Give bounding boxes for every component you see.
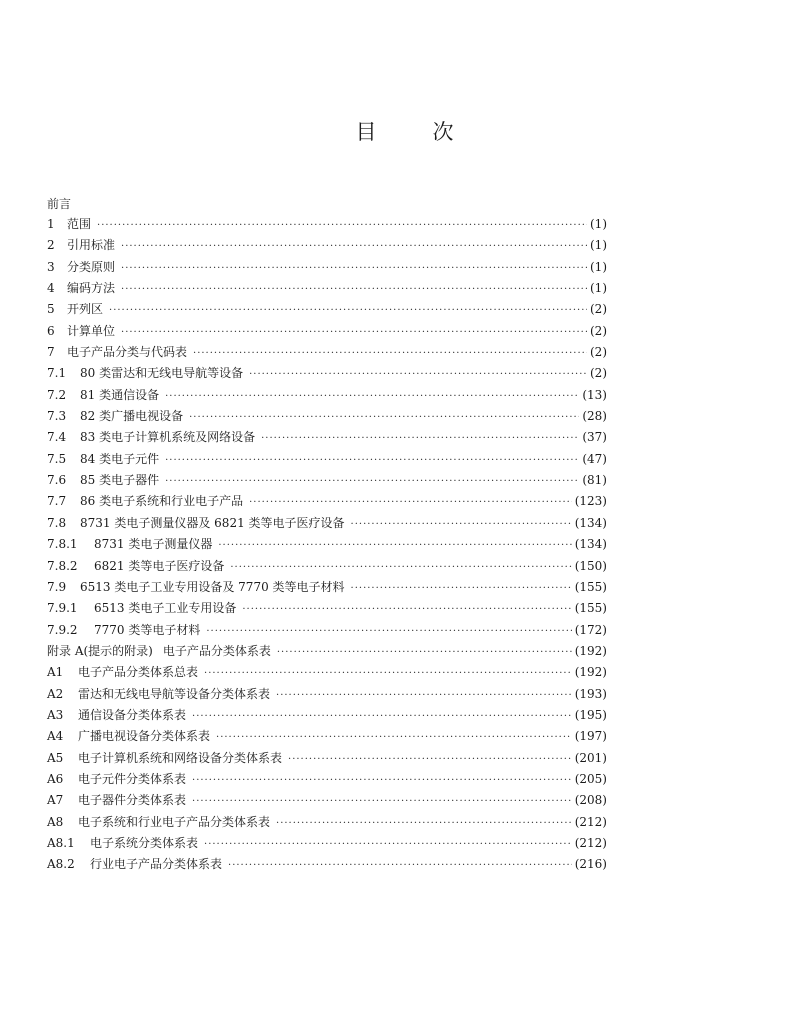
toc-entry-page: (155) — [574, 579, 607, 594]
toc-entry[interactable] — [47, 470, 607, 491]
toc-entry-label: 6821 类等电子医疗设备 — [94, 558, 225, 573]
toc-entry-label: 电子产品分类与代码表 — [67, 345, 188, 360]
toc-entry-number: 7.9 — [47, 579, 67, 594]
toc-entry[interactable] — [47, 427, 607, 448]
toc-entry[interactable] — [47, 833, 607, 854]
toc-entry-number: A6 — [47, 771, 64, 786]
toc-entry-page: (81) — [582, 473, 607, 488]
toc-entry-label: 电子器件分类体系表 — [78, 793, 187, 808]
dot-leader — [165, 450, 579, 471]
toc-entry-label: 开列区 — [67, 302, 104, 317]
toc-entry[interactable] — [47, 449, 607, 470]
dot-leader — [228, 855, 572, 876]
toc-entry-label: 编码方法 — [67, 281, 116, 296]
toc-entry-label: 雷达和无线电导航等设备分类体系表 — [78, 686, 271, 701]
toc-entry-label: 6513 类电子工业专用设备 — [94, 601, 237, 616]
dot-leader — [204, 834, 572, 855]
toc-entry-label: 行业电子产品分类体系表 — [90, 857, 223, 872]
toc-entry-number: A2 — [47, 686, 64, 701]
toc-entry-number: 7.6 — [47, 473, 67, 488]
toc-entry-number: 7.8.2 — [47, 558, 78, 573]
toc-entry-number: 7.1 — [47, 366, 67, 381]
toc-entry-page: (197) — [574, 729, 607, 744]
toc-entry-number: 7.5 — [47, 451, 67, 466]
toc-entry[interactable] — [47, 556, 607, 577]
toc-entry-number: A5 — [47, 750, 64, 765]
page-title — [0, 116, 809, 146]
toc-entry[interactable] — [47, 363, 607, 384]
toc-entry-page: (208) — [574, 793, 607, 808]
toc-entry-label: 电子元件分类体系表 — [78, 771, 187, 786]
toc-entry-page: (37) — [582, 430, 607, 445]
dot-leader — [351, 514, 572, 535]
toc-entry[interactable] — [47, 342, 607, 363]
dot-leader — [121, 258, 587, 279]
toc-entry-number: 6 — [47, 323, 55, 338]
toc-entry-label: 84 类电子元件 — [80, 451, 160, 466]
dot-leader — [192, 706, 572, 727]
dot-leader — [192, 791, 572, 812]
toc-entry-label: 范围 — [67, 217, 92, 231]
toc-entry-label: 8731 类电子测量仪器及 6821 类等电子医疗设备 — [80, 515, 345, 530]
dot-leader — [249, 492, 572, 513]
dot-leader — [242, 599, 571, 620]
dot-leader — [216, 727, 572, 748]
toc-entry[interactable] — [47, 406, 607, 427]
toc-entry-number: 7.2 — [47, 387, 67, 402]
toc-entry-label: 83 类电子计算机系统及网络设备 — [80, 430, 256, 445]
dot-leader — [276, 813, 572, 834]
toc-entry-number: 7.8 — [47, 515, 67, 530]
toc-entries — [47, 214, 607, 876]
dot-leader — [249, 364, 587, 385]
title-char-right: 次 — [432, 120, 454, 144]
toc-entry-label: 8731 类电子测量仪器 — [94, 537, 213, 552]
dot-leader — [97, 215, 587, 236]
toc-entry[interactable] — [47, 662, 607, 683]
dot-leader — [351, 578, 572, 599]
toc-entry-number: 附录 A(提示的附录) — [47, 643, 153, 658]
toc-entry-page: (201) — [574, 750, 607, 765]
toc-entry[interactable] — [47, 726, 607, 747]
toc-entry[interactable] — [47, 513, 607, 534]
toc-entry-number: 7.8.1 — [47, 537, 78, 552]
toc-entry-page: (47) — [582, 451, 607, 466]
toc-entry-page: (2) — [590, 345, 607, 360]
dot-leader — [121, 236, 587, 257]
toc-entry[interactable] — [47, 278, 607, 299]
toc-entry-page: (13) — [582, 387, 607, 402]
toc-entry-label: 分类原则 — [67, 259, 116, 274]
toc-entry-page: (123) — [574, 494, 607, 509]
toc-entry-number: A8 — [47, 814, 64, 829]
toc-entry[interactable] — [47, 235, 607, 256]
toc-entry[interactable] — [47, 641, 607, 662]
toc-entry-label: 电子系统和行业电子产品分类体系表 — [78, 814, 271, 829]
toc-entry-page: (172) — [574, 622, 607, 637]
toc-entry-label: 通信设备分类体系表 — [78, 707, 187, 722]
toc-entry-page: (28) — [582, 409, 607, 424]
dot-leader — [192, 770, 572, 791]
toc-entry[interactable] — [47, 257, 607, 278]
toc-entry[interactable] — [47, 790, 607, 811]
toc-entry-page: (212) — [574, 814, 607, 829]
toc-entry-label: 85 类电子器件 — [80, 473, 160, 488]
table-of-contents — [47, 194, 607, 876]
toc-entry-page: (2) — [590, 302, 607, 317]
toc-entry[interactable] — [47, 214, 607, 235]
toc-entry-page: (134) — [574, 537, 607, 552]
toc-entry-label: 80 类雷达和无线电导航等设备 — [80, 366, 244, 381]
dot-leader — [218, 535, 571, 556]
toc-entry[interactable] — [47, 769, 607, 790]
toc-entry-page: (192) — [574, 665, 607, 680]
toc-entry[interactable] — [47, 598, 607, 619]
toc-entry-label: 电子系统分类体系表 — [90, 835, 199, 850]
toc-entry-number: 1 — [47, 217, 55, 231]
toc-entry-page: (212) — [574, 835, 607, 850]
dot-leader — [121, 322, 587, 343]
title-char-left: 目 — [355, 120, 377, 144]
dot-leader — [261, 428, 579, 449]
toc-entry[interactable] — [47, 534, 607, 555]
toc-entry-number: 2 — [47, 238, 55, 253]
toc-entry-page: (216) — [574, 857, 607, 872]
toc-entry-number: 7.3 — [47, 409, 67, 424]
toc-entry[interactable] — [47, 577, 607, 598]
toc-entry-label: 86 类电子系统和行业电子产品 — [80, 494, 244, 509]
toc-entry[interactable] — [47, 684, 607, 705]
toc-entry-page: (193) — [574, 686, 607, 701]
toc-entry-page: (150) — [574, 558, 607, 573]
toc-entry-page: (1) — [590, 238, 607, 253]
toc-entry-page: (205) — [574, 771, 607, 786]
toc-entry-number: 7 — [47, 345, 55, 360]
toc-entry-number: A7 — [47, 793, 64, 808]
toc-entry[interactable] — [47, 748, 607, 769]
toc-entry-number: 7.9.2 — [47, 622, 78, 637]
toc-entry-number: 5 — [47, 302, 55, 317]
toc-entry[interactable] — [47, 705, 607, 726]
toc-entry[interactable] — [47, 620, 607, 641]
toc-entry[interactable] — [47, 491, 607, 512]
toc-entry[interactable] — [47, 385, 607, 406]
dot-leader — [189, 407, 579, 428]
toc-entry-page: (1) — [590, 259, 607, 274]
toc-entry-number: A3 — [47, 707, 64, 722]
toc-entry-label: 广播电视设备分类体系表 — [78, 729, 211, 744]
toc-entry-page: (1) — [590, 217, 607, 231]
toc-entry-number: A4 — [47, 729, 64, 744]
dot-leader — [276, 685, 572, 706]
toc-entry-number: 4 — [47, 281, 55, 296]
toc-entry-number: A1 — [47, 665, 64, 680]
dot-leader — [288, 749, 572, 770]
toc-preface[interactable]: 前言 — [47, 197, 72, 211]
toc-entry[interactable] — [47, 854, 607, 875]
toc-entry-label: 81 类通信设备 — [80, 387, 160, 402]
toc-entry-page: (2) — [590, 323, 607, 338]
toc-entry-number: 3 — [47, 259, 55, 274]
dot-leader — [165, 471, 579, 492]
toc-entry-number: A8.1 — [47, 835, 75, 850]
dot-leader — [193, 343, 587, 364]
toc-entry-page: (2) — [590, 366, 607, 381]
dot-leader — [165, 386, 579, 407]
toc-entry-number: 7.9.1 — [47, 601, 78, 616]
dot-leader — [121, 279, 587, 300]
toc-entry-label: 引用标准 — [67, 238, 116, 253]
toc-entry[interactable] — [47, 321, 607, 342]
dot-leader — [204, 663, 572, 684]
dot-leader — [230, 557, 571, 578]
toc-entry-number: 7.7 — [47, 494, 67, 509]
toc-entry-page: (134) — [574, 515, 607, 530]
toc-entry-page: (192) — [574, 643, 607, 658]
toc-entry-page: (195) — [574, 707, 607, 722]
toc-entry-page: (1) — [590, 281, 607, 296]
toc-entry-number: 7.4 — [47, 430, 67, 445]
dot-leader — [109, 300, 587, 321]
dot-leader — [277, 642, 572, 663]
toc-entry-label: 电子产品分类体系表 — [162, 643, 271, 658]
toc-entry[interactable] — [47, 299, 607, 320]
toc-entry-page: (155) — [574, 601, 607, 616]
dot-leader — [206, 621, 571, 642]
toc-entry-label: 7770 类等电子材料 — [94, 622, 201, 637]
toc-entry-label: 6513 类电子工业专用设备及 7770 类等电子材料 — [80, 579, 345, 594]
toc-entry[interactable] — [47, 812, 607, 833]
toc-entry-label: 电子计算机系统和网络设备分类体系表 — [78, 750, 283, 765]
toc-entry-number: A8.2 — [47, 857, 75, 872]
toc-entry-label: 计算单位 — [67, 323, 116, 338]
toc-entry-label: 电子产品分类体系总表 — [78, 665, 199, 680]
toc-entry-label: 82 类广播电视设备 — [80, 409, 184, 424]
